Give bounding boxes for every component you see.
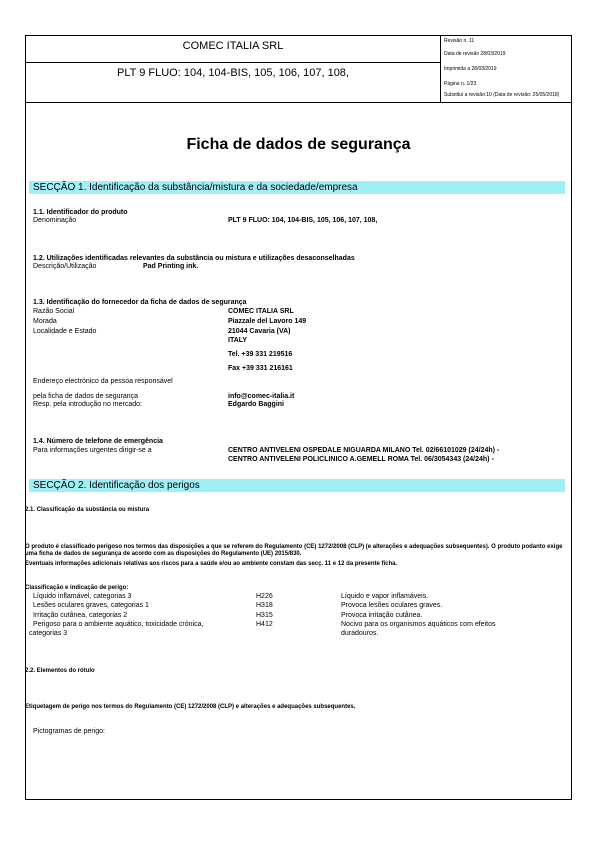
hazard-class-3: Irritação cutânea, categorias 2 (33, 612, 128, 619)
hazard-desc-4: Nocivo para os organismos aquáticos com efeitos (341, 621, 496, 628)
company-name-value: COMEC ITALIA SRL (228, 308, 294, 315)
locality-label: Localidade e Estado (33, 328, 97, 335)
company-name-label: Razão Social (33, 308, 75, 315)
product-denomination-label: Denominação (33, 217, 77, 224)
replaces-revision: Substitui a revisão:10 (Data de revisão: 25/05/2018) (444, 92, 560, 98)
use-description-value: Pad Printing ink. (143, 263, 199, 270)
section-1-heading: SECÇÃO 1. Identificação da substância/mistura e da sociedade/empresa (29, 181, 565, 194)
document-header (25, 35, 572, 103)
section-2-2-title: 2.2. Elementos do rótulo (25, 668, 95, 674)
header-divider-vertical (440, 36, 441, 102)
hazard-code-4: H412 (256, 621, 273, 628)
page-number: Página n. 1/23 (444, 81, 477, 87)
classification-title: Classificação e indicação de perigo: (25, 585, 129, 591)
hazard-class-2: Lesões oculares graves, categorias 1 (33, 602, 149, 609)
section-1-4-title: 1.4. Número de telefone de emergência (33, 438, 163, 445)
hazard-desc-1: Líquido e vapor inflamáveis. (341, 593, 429, 600)
document-title: Ficha de dados de segurança (186, 136, 411, 153)
phone-value: Tel. +39 331 219516 (228, 351, 293, 358)
hazard-desc-2: Provoca lesões oculares graves. (341, 602, 443, 609)
hazard-code-1: H226 (256, 593, 273, 600)
revision-date: Data de revisão 28/03/2019 (444, 51, 506, 57)
hazard-class-4-cont: categorias 3 (29, 630, 68, 637)
additional-info-paragraph: Eventuais informações adicionais relativas aos riscos para a saúde e/ou ao ambiente constam das secç. 11 e 12 da presente ficha. (25, 561, 398, 567)
address-value: Piazzale del Lavoro 149 (228, 318, 307, 325)
hazard-class-4: Perigoso para o ambiente aquático, toxicidade crónica, (33, 621, 204, 628)
section-1-1-title: 1.1. Identificador do produto (33, 209, 128, 216)
email-label: Endereço electrónico da pessoa responsável (33, 378, 173, 385)
hazard-class-1: Líquido inflamável, categorias 3 (33, 593, 132, 600)
use-description-label: Descrição/Utilização (33, 263, 97, 270)
product-denomination-value: PLT 9 FLUO: 104, 104-BIS, 105, 106, 107, 108, (228, 217, 378, 224)
hazard-desc-4-cont: duradouros. (341, 630, 379, 637)
hazard-code-3: H315 (256, 612, 273, 619)
fax-value: Fax +39 331 216161 (228, 365, 293, 372)
emergency-label: Para informações urgentes dirigir-se a (33, 447, 152, 454)
product-name: PLT 9 FLUO: 104, 104-BIS, 105, 106, 107, 108, (117, 67, 349, 79)
header-divider-horizontal (26, 62, 440, 63)
hazard-desc-3: Provoca irritação cutânea. (341, 612, 423, 619)
locality-value: 21044 Cavaria (VA) (228, 328, 291, 335)
section-2-heading: SECÇÃO 2. Identificação dos perigos (29, 479, 565, 492)
hazard-code-2: H318 (256, 602, 273, 609)
sds-contact-email[interactable]: info@comec-italia.it (228, 393, 295, 400)
emergency-contact-1: CENTRO ANTIVELENI OSPEDALE NIGUARDA MILANO Tel. 02/66101029 (24/24h) - (228, 447, 500, 454)
sds-contact-label: pela ficha de dados de segurança (33, 393, 139, 400)
section-1-3-title: 1.3. Identificação do fornecedor da ficha de dados de segurança (33, 299, 247, 306)
classification-paragraph: O produto é classificado perigoso nos termos das disposições a que se referem do Regulamento (CE) 1272/2008 (CLP) (e alterações e adequações subsequentes). O produto podanto exige uma ficha de dados de segurança de acordo com as disposições do Regulamento (UE) 2015/830. (25, 544, 563, 557)
labelling-paragraph: Etiquetagem de perigo nos termos do Regulamento (CE) 1272/2008 (CLP) e alterações e adequações subsequentes. (25, 704, 356, 710)
company-name: COMEC ITALIA SRL (182, 40, 284, 52)
market-responsible-label: Resp. pela introdução no mercado: (33, 401, 142, 408)
section-2-1-title: 2.1. Classificação da substância ou mistura (25, 507, 150, 513)
address-label: Morada (33, 318, 57, 325)
pictograms-label: Pictogramas de perigo: (33, 728, 105, 735)
market-responsible-value: Edgardo Baggini (228, 401, 284, 408)
emergency-contact-2: CENTRO ANTIVELENI POLICLINICO A.GEMELL ROMA Tel. 06/3054343 (24/24h) - (228, 456, 494, 463)
section-1-2-title: 1.2. Utilizações identificadas relevantes da substância ou mistura e utilizações desaconselhadas (33, 255, 355, 262)
printed-date: Imprimida a 28/03/2019 (444, 66, 497, 72)
country-value: ITALY (228, 337, 248, 344)
revision-number: Revisão n. 11 (444, 38, 475, 44)
